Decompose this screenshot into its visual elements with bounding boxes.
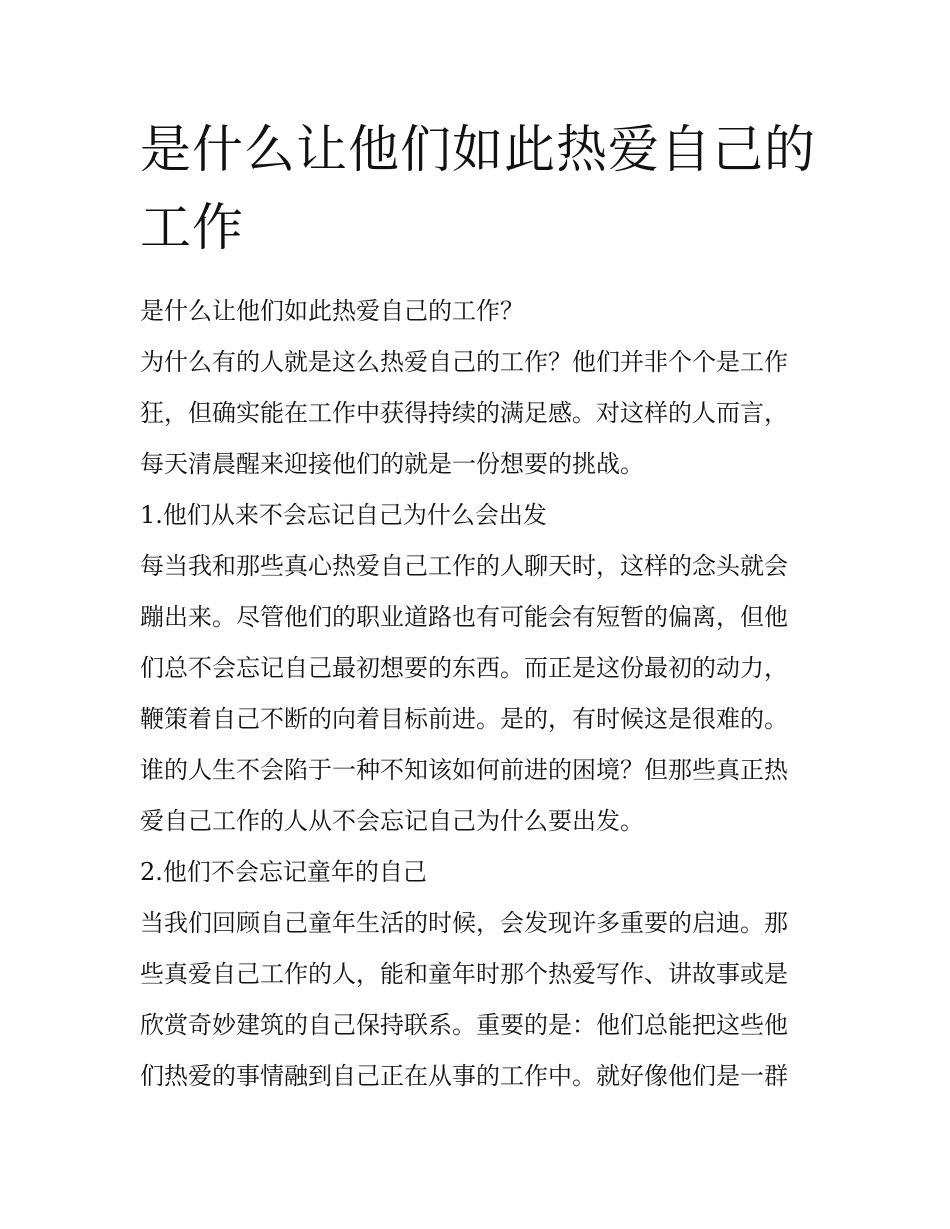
body-line: 爱自己工作的人从不会忘记自己为什么要出发。 — [140, 807, 644, 835]
body-line: 每当我和那些真心热爱自己工作的人聊天时，这样的念头就会 — [140, 552, 788, 580]
document-body — [140, 286, 816, 1102]
body-line: 蹦出来。尽管他们的职业道路也有可能会有短暂的偏离，但他 — [140, 603, 788, 631]
title-line-1: 是什么让他们如此热爱自己的 — [140, 121, 817, 180]
body-line: 狂，但确实能在工作中获得持续的满足感。对这样的人而言， — [140, 399, 788, 427]
body-line: 每天清晨醒来迎接他们的就是一份想要的挑战。 — [140, 450, 644, 478]
section-heading: 1.他们从来不会忘记自己为什么会出发 — [140, 501, 547, 529]
body-line: 欣赏奇妙建筑的自己保持联系。重要的是：他们总能把这些他 — [140, 1011, 788, 1039]
body-line: 当我们回顾自己童年生活的时候，会发现许多重要的启迪。那 — [140, 909, 788, 937]
body-line: 为什么有的人就是这么热爱自己的工作？他们并非个个是工作 — [140, 348, 788, 376]
body-line: 些真爱自己工作的人，能和童年时那个热爱写作、讲故事或是 — [140, 960, 788, 988]
title-line-2: 工作 — [140, 199, 245, 258]
document-title — [140, 112, 816, 268]
body-line: 是什么让他们如此热爱自己的工作？ — [140, 297, 524, 325]
body-line: 们总不会忘记自己最初想要的东西。而正是这份最初的动力， — [140, 654, 788, 682]
document-page — [140, 112, 816, 1102]
section-heading: 2.他们不会忘记童年的自己 — [140, 858, 427, 886]
body-line: 们热爱的事情融到自己正在从事的工作中。就好像他们是一群 — [140, 1062, 788, 1090]
body-line: 谁的人生不会陷于一种不知该如何前进的困境？但那些真正热 — [140, 756, 788, 784]
body-line: 鞭策着自己不断的向着目标前进。是的，有时候这是很难的。 — [140, 705, 788, 733]
